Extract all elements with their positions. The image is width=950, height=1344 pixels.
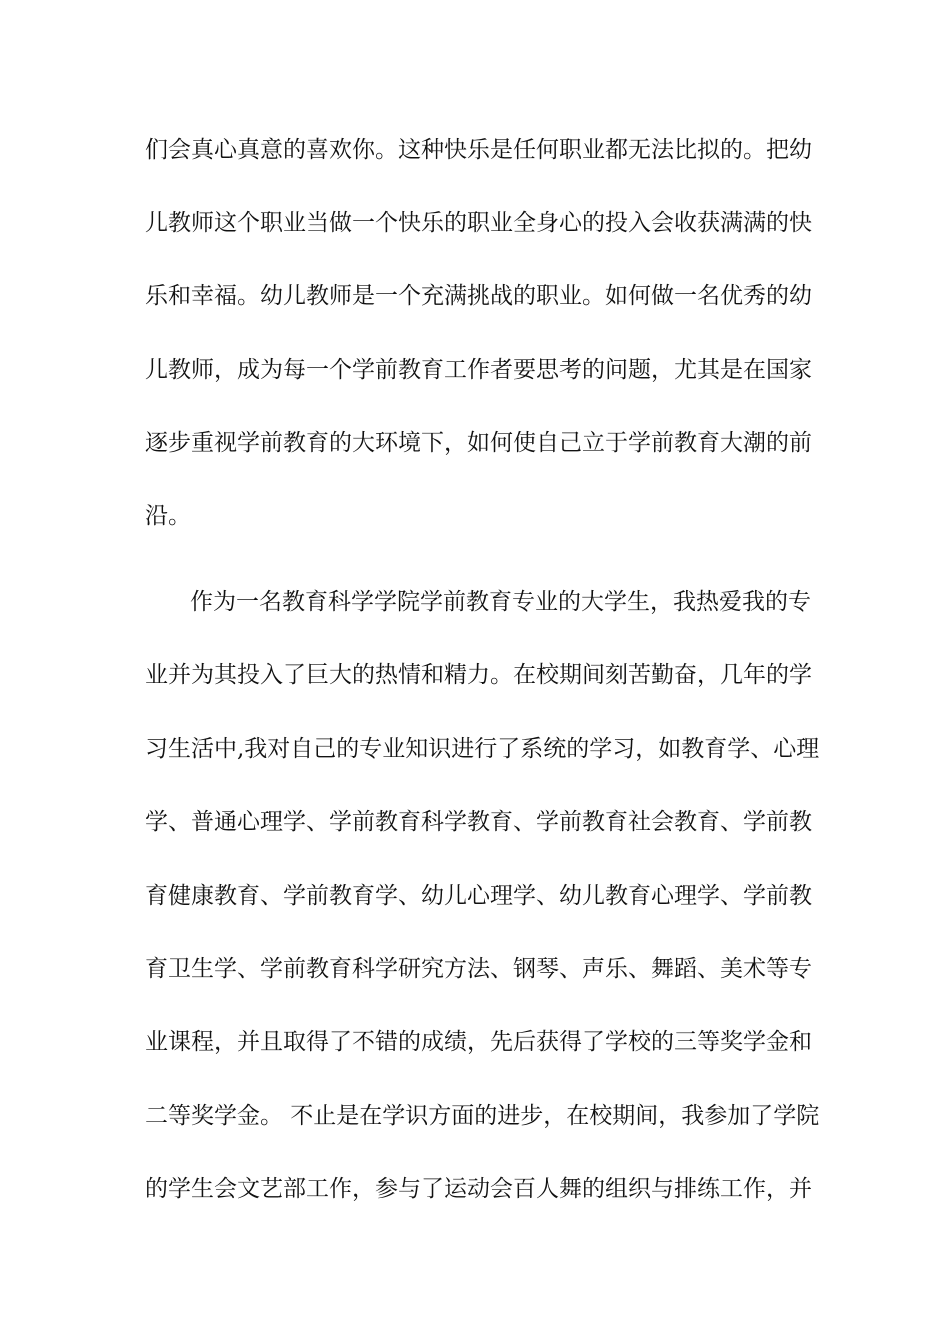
- text-line: 乐和幸福。幼儿教师是一个充满挑战的职业。如何做一名优秀的幼: [145, 283, 812, 309]
- text-line-indent: 作为一名教育科学学院学前教育专业的大学生，我热爱我的专: [190, 589, 811, 615]
- text-line: 们会真心真意的喜欢你。这种快乐是任何职业都无法比拟的。把幼: [145, 137, 812, 163]
- text-line: 育卫生学、学前教育科学研究方法、钢琴、声乐、舞蹈、美术等专: [145, 956, 812, 982]
- text-line: 业并为其投入了巨大的热情和精力。在校期间刻苦勤奋，几年的学: [145, 662, 812, 688]
- text-line: 的学生会文艺部工作，参与了运动会百人舞的组织与排练工作，并: [145, 1176, 812, 1202]
- text-line: 二等奖学金。 不止是在学识方面的进步，在校期间，我参加了学院: [145, 1103, 820, 1129]
- text-line: 学、普通心理学、学前教育科学教育、学前教育社会教育、学前教: [145, 809, 812, 835]
- text-line: 沿。: [145, 503, 191, 529]
- text-line: 业课程，并且取得了不错的成绩，先后获得了学校的三等奖学金和: [145, 1029, 812, 1055]
- text-line: 儿教师这个职业当做一个快乐的职业全身心的投入会收获满满的快: [145, 210, 812, 236]
- text-line: 儿教师，成为每一个学前教育工作者要思考的问题，尤其是在国家: [145, 357, 812, 383]
- text-line: 逐步重视学前教育的大环境下，如何使自己立于学前教育大潮的前: [145, 430, 812, 456]
- text-line: 育健康教育、学前教育学、幼儿心理学、幼儿教育心理学、学前教: [145, 883, 812, 909]
- text-line: 习生活中,我对自己的专业知识进行了系统的学习，如教育学、心理: [145, 736, 820, 762]
